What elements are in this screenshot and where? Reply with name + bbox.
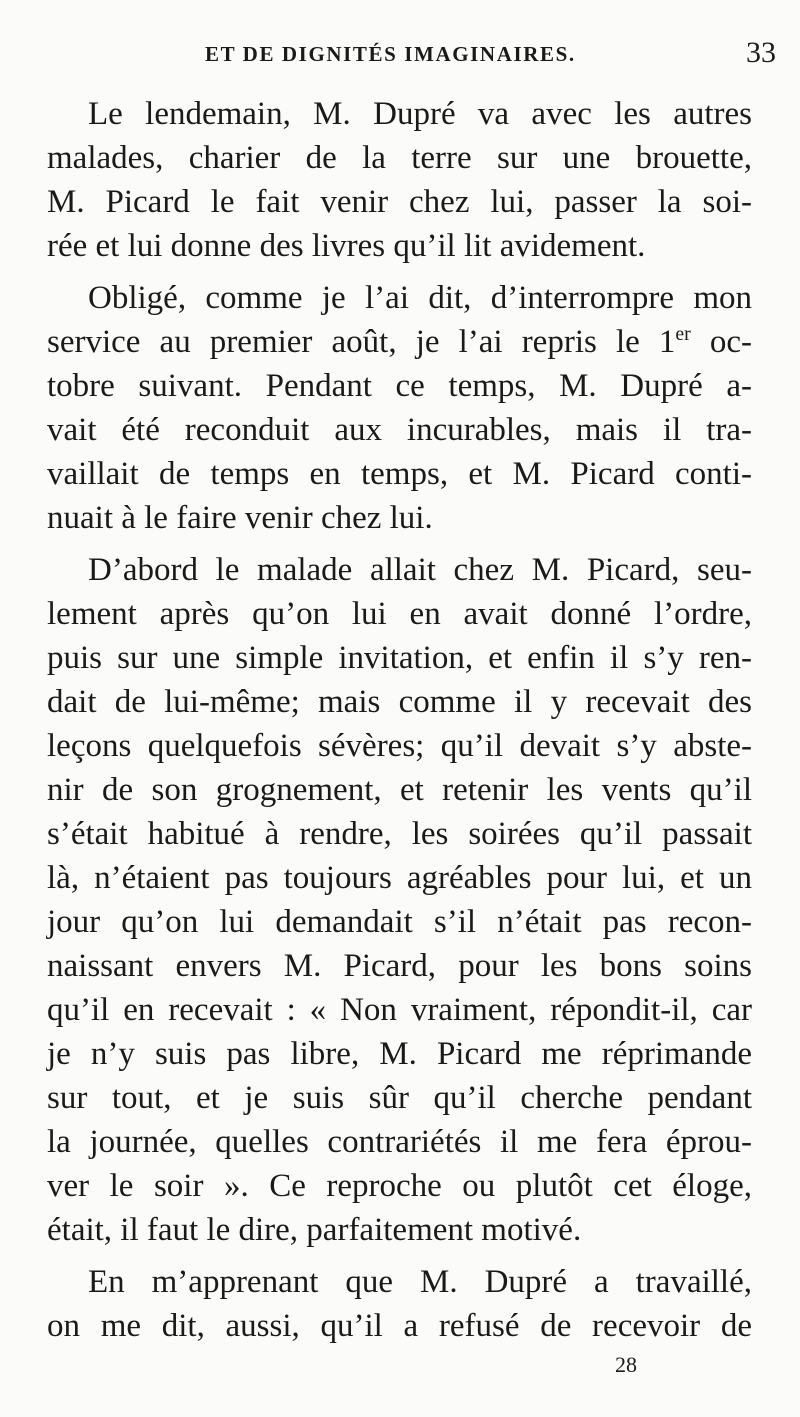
text-line: M. Picard le fait venir chez lui, passer la soi- <box>47 184 752 220</box>
ordinal-superscript: er <box>675 323 691 345</box>
text-line: vait été reconduit aux incurables, mais il tra- <box>47 412 752 448</box>
text-line: je n’y suis pas libre, M. Picard me réprimande <box>47 1036 752 1072</box>
text-line: qu’il en recevait : « Non vraiment, répondit-il, car <box>47 992 752 1028</box>
text-line <box>47 320 752 364</box>
text-line: ver le soir ». Ce reproche ou plutôt cet éloge, <box>47 1168 752 1204</box>
text-line: dait de lui-même; mais comme il y recevait des <box>47 684 752 720</box>
text-line: on me dit, aussi, qu’il a refusé de recevoir de <box>47 1308 752 1344</box>
text-line: lement après qu’on lui en avait donné l’ordre, <box>47 596 752 632</box>
signature-mark: 28 <box>615 1352 637 1377</box>
running-title: ET DE DIGNITÉS IMAGINAIRES. <box>205 42 576 66</box>
text-line: vaillait de temps en temps, et M. Picard conti- <box>47 456 752 492</box>
text-line: malades, charier de la terre sur une brouette, <box>47 140 752 176</box>
text-line: nir de son grognement, et retenir les vents qu’il <box>47 772 752 808</box>
text-line: jour qu’on lui demandait s’il n’était pas recon- <box>47 904 752 940</box>
text-line: D’abord le malade allait chez M. Picard, seu- <box>88 552 752 588</box>
text-line: là, n’étaient pas toujours agréables pour lui, et un <box>47 860 752 896</box>
text-span: oc- <box>709 324 752 360</box>
text-line: En m’apprenant que M. Dupré a travaillé, <box>88 1264 752 1300</box>
text-line: Le lendemain, M. Dupré va avec les autres <box>88 96 752 132</box>
text-line: naissant envers M. Picard, pour les bons soins <box>47 948 752 984</box>
text-line: la journée, quelles contrariétés il me fera éprou- <box>47 1124 752 1160</box>
text-line: nuait à le faire venir chez lui. <box>47 500 433 536</box>
text-line: puis sur une simple invitation, et enfin il s’y ren- <box>47 640 752 676</box>
text-line: tobre suivant. Pendant ce temps, M. Dupré a- <box>47 368 752 404</box>
text-line: était, il faut le dire, parfaitement motivé. <box>47 1212 582 1248</box>
text-line: leçons quelquefois sévères; qu’il devait s’y abste- <box>47 728 752 764</box>
text-line: Obligé, comme je l’ai dit, d’interrompre mon <box>88 280 752 316</box>
page-number: 33 <box>746 36 776 69</box>
text-line: rée et lui donne des livres qu’il lit avidement. <box>47 228 646 264</box>
text-line: s’était habitué à rendre, les soirées qu’il passait <box>47 816 752 852</box>
text-line: sur tout, et je suis sûr qu’il cherche pendant <box>47 1080 752 1116</box>
running-head <box>0 36 800 76</box>
text-span: service au premier août, je l’ai repris le 1 <box>47 324 676 360</box>
